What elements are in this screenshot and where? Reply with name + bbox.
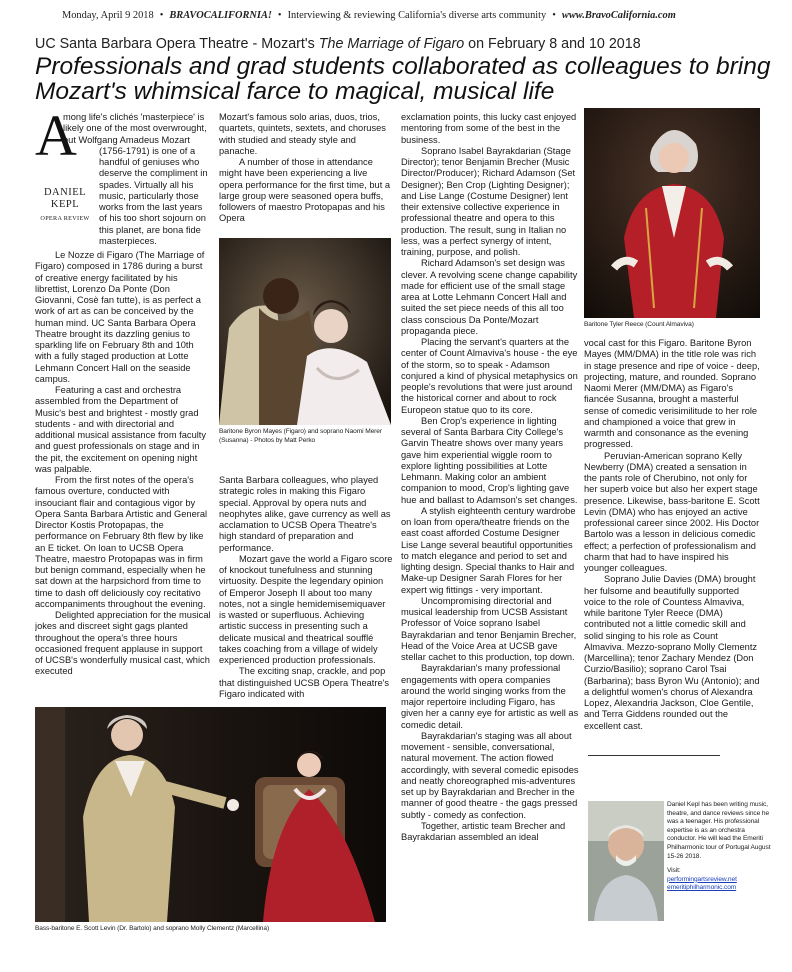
author-bio <box>667 801 771 893</box>
paragraph: Placing the servant's quarters at the center of Count Almaviva's house - the eye of the storm, so to speak - Adamson conjured a kind of physical metaphysics on people's revolutions that were just around the historical corner and about to rock Europeon statue quo to its core. <box>401 337 578 415</box>
paragraph: Mozart's famous solo arias, duos, trios, quartets, quintets, sextets, and choruses with studied and steady style and panache. <box>219 112 386 156</box>
paragraph: Bayrakdarian's staging was all about movement - sensible, conversational, natural movement. The action flowed accordingly, with several comedic episodes and neatly choreographed mis-adventures set up by Bayrakdarian and Brecher in the manner of good theatre - the gags pressed subtly - comedy as confection. <box>401 730 579 820</box>
photo-bartolo-marcellina <box>35 707 386 922</box>
paragraph: Bayrakdarian's many professional engagements with opera companies around the world singing works from the major repertoire including Figaro, has given her a canny eye for artistic as well as comedic detail. <box>401 663 579 730</box>
issue-date: Monday, April 9 2018 <box>62 10 154 21</box>
stage-photo-illustration <box>584 108 760 318</box>
paragraph: Together, artistic team Brecher and Bayrakdarian assembled an ideal <box>401 820 566 842</box>
byline-role: OPERA REVIEW <box>40 215 90 222</box>
author-portrait <box>588 801 664 921</box>
caption-figaro-susanna: Baritone Byron Mayes (Figaro) and soprano Naomi Merer (Susanna) - Photos by Matt Perko <box>219 428 382 444</box>
paragraph: The exciting snap, crackle, and pop that distinguished UCSB Opera Theatre's Figaro indicated with <box>219 666 390 699</box>
article-column-3 <box>401 112 579 960</box>
author-first-name: DANIEL <box>43 187 87 198</box>
paragraph: Mozart gave the world a Figaro score of knockout tunefulness and stunning virtuosity. Despite the legendary opinion of Emperor Joseph II about too many notes, not a single hemidemisemiquaver is wasted or superfluous. Achieving artistic success in presenting such a delicate musical and theatrical soufflé takes coaching from a village of widely experienced production professionals. <box>219 553 393 665</box>
drop-cap: A <box>35 103 77 168</box>
paragraph: Delighted appreciation for the musical jokes and discreet sight gags planted throughout the opera's three hours occasioned frequent applause in support of UCSB's wonderfully musical cast, which executed <box>35 610 211 677</box>
paragraph: Richard Adamson's set design was clever. A revolving scene change capability made for efficient use of the small stage area at Lotte Lehmann Concert Hall and suited the set piece needs of this all too class conscious Da Ponte/Mozart propaganda piece. <box>401 258 578 336</box>
paragraph: Peruvian-American soprano Kelly Newberry (DMA) created a sensation in the pants role of Cherubino, not only for her superb voice but also her expert stage presence. Likewise, bass-baritone E. Scott Levin (DMA) who has enjoyed an active professional career since 2002. His Doctor Bartolo was a lesson in delicious comedic effect; a perfection of professionalism and charm that had to have inspired his younger colleagues. <box>584 450 760 573</box>
column-divider <box>588 755 720 756</box>
visit-label: Visit: <box>667 867 681 875</box>
author-photo <box>588 801 664 921</box>
paragraph: A stylish eighteenth century wardrobe on loan from opera/theatre friends on the east coast afforded Costume Designer Lise Lange several beautiful opportunities to match elegance and period to set and lighting design. Special thanks to Hair and Make-up Designer Sarah Flores for her expert wig fittings - very important. <box>401 505 576 595</box>
paragraph: Santa Barbara colleagues, who played strategic roles in making this Figaro special. Approval by opera nuts and neophytes alike, gave currency as well as acclamation to UCSB Opera Theatre's high standard of preparation and performance. <box>219 475 391 553</box>
caption-bartolo-marcellina: Bass-baritone E. Scott Levin (Dr. Bartolo) and soprano Molly Clementz (Marcellina) <box>35 925 270 932</box>
paragraph: exclamation points, this lucky cast enjoyed mentoring from some of the best in the business. <box>401 112 577 145</box>
paragraph: vocal cast for this Figaro. Baritone Byron Mayes (MM/DMA) in the title role was rich in stage presence and ripe of voice - deep, projecting, mature, and rounded. Soprano Naomi Merer (MM/DMA) as Figaro's fiancée Susanna, brought a masterful sense of comedic verisimilitude to her role and championed a voice that grew in warmth and consonance as the evening progressed. <box>584 338 760 450</box>
stage-photo-illustration <box>219 238 391 425</box>
paragraph: From the first notes of the opera's famous overture, conducted with insouciant flair and contagious vigor by Opera Santa Barbara Artistic and General Director Kostis Protopapas, the performance on February 8th flew by like an E ticket. On loan to UCSB Opera Theatre, maestro Protopapas was in firm but benign command, especially when he sat down at the harpsichord from time to time to dash off deliciously coy recitativo accompaniments throughout the evening. <box>35 475 208 609</box>
article-headline: Professionals and grad students collaborated as colleagues to bring Mozart's whimsical farce to magical, musical life <box>35 53 771 105</box>
article-column-4 <box>584 338 760 752</box>
publication-tagline: Interviewing & reviewing California's diverse arts community <box>287 10 547 21</box>
stage-photo-illustration <box>35 707 386 922</box>
link-performingartsreview[interactable]: performingartsreview.net <box>667 875 737 883</box>
paragraph: Ben Crop's experience in lighting several of Santa Barbara City College's Garvin Theatre shows over many years gave him experiential wiggle room to explore lighting possibilities at Lotte Lehmann. Making color an ambient companion to mood, Crop's lighting gave hue and ballast to Adamson's set changes. <box>401 415 578 505</box>
paragraph: A number of those in attendance might have been experiencing a live opera performance for the first time, but a large group were seasoned opera buffs, followers of maestro Protopapas and his Opera <box>219 157 391 224</box>
article-column-2-bottom <box>219 475 393 710</box>
photo-count-almaviva <box>584 108 760 318</box>
paragraph: Featuring a cast and orchestra assembled from the Department of Music's best and brightest - mostly grad students - and with directorial and additional musical assistance from faculty and guest professionals on stage and in the pit, the excitement on opening night was palpable. <box>35 385 207 474</box>
author-last-name: KEPL <box>50 199 80 210</box>
article-column-1 <box>35 103 211 710</box>
paragraph: Soprano Julie Davies (DMA) brought her fulsome and beautifully supported voice to the role of Countess Almaviva, while baritone Tyler Reece (DMA) contributed not a little comedic skill and solid singing to his role as Count Almaviva. Mezzo-soprano Molly Clementz (Marcellina); tenor Zachary Mendez (Don Curzio/Basilio); soprano Carol Tsai (Barbarina); bass Byron Wu (Antonio); and a delightful women's chorus of Alexandra Lopez, Alexandria Jackson, Cloe Gentile, and Terra Giddens rounded out the excellent cast. <box>584 574 760 731</box>
article-kicker: UC Santa Barbara Opera Theatre - Mozart's The Marriage of Figaro on February 8 and 10 2018 <box>35 36 641 52</box>
photo-figaro-susanna <box>219 238 391 425</box>
website-link[interactable]: www.BravoCalifornia.com <box>561 10 676 21</box>
publication-name: BRAVOCALIFORNIA! <box>169 10 272 21</box>
bio-text: Daniel Kepl has been writing music, theatre, and dance reviews since he was a teenager. His professional expertise is as an orchestra conductor. He will lead the Emeriti Philharmonic tour of Portugal August 15-26 2018. <box>667 801 771 860</box>
opera-title: The Marriage of Figaro <box>318 36 465 52</box>
link-emeritiphilharmonic[interactable]: emeritiphilharmonic.com <box>667 884 737 892</box>
caption-count-almaviva: Baritone Tyler Reece (Count Almaviva) <box>584 321 694 328</box>
paragraph: Le Nozze di Figaro (The Marriage of Figaro) composed in 1786 during a burst of creative energy facilitated by his librettist, Lorenzo Da Ponte (Don Giovanni, Cosè fan tutte), is as perfect a work of art as can be conceived by the human mind. UC Santa Barbara Opera Theatre brought its dazzling genius to sparkling life on February 8th and 10th with a fully staged production at Lotte Lehmann Concert Hall on the seaside campus. <box>35 250 205 384</box>
masthead: Monday, April 9 2018 • BRAVOCALIFORNIA! • Interviewing & reviewing California's diverse arts community • www.BravoCalifornia.com <box>62 10 676 21</box>
article-column-2-top <box>219 112 393 233</box>
paragraph: Soprano Isabel Bayrakdarian (Stage Director); tenor Benjamin Brecher (Music Director/Producer); Richard Adamson (Set Designer); Ben Crop (Lighting Designer); and Lise Lange (Costume Designer) lent their extensive collective experience in professional theatre and opera to this production. The result, sung in Italian no less, was a perfect synergy of intent, training, purpose, and polish. <box>401 145 576 257</box>
paragraph: Uncompromising directorial and musical leadership from UCSB Assistant Professor of Voice soprano Isabel Bayrakdarian and tenor Benjamin Brecher, Head of the Voice Area at UCSB gave stellar cachet to this production, top down. <box>401 595 577 662</box>
paragraph: mong life's clichés 'masterpiece' is likely one of the most overwrought, but Wolfgang Amadeus Mozart (1756-1791) is one of a handful of geniuses who deserve the compliment in spades. Virtually all his music, particularly those works from the last years of his too short sojourn on this planet, are bona fide masterpieces. <box>63 112 208 246</box>
